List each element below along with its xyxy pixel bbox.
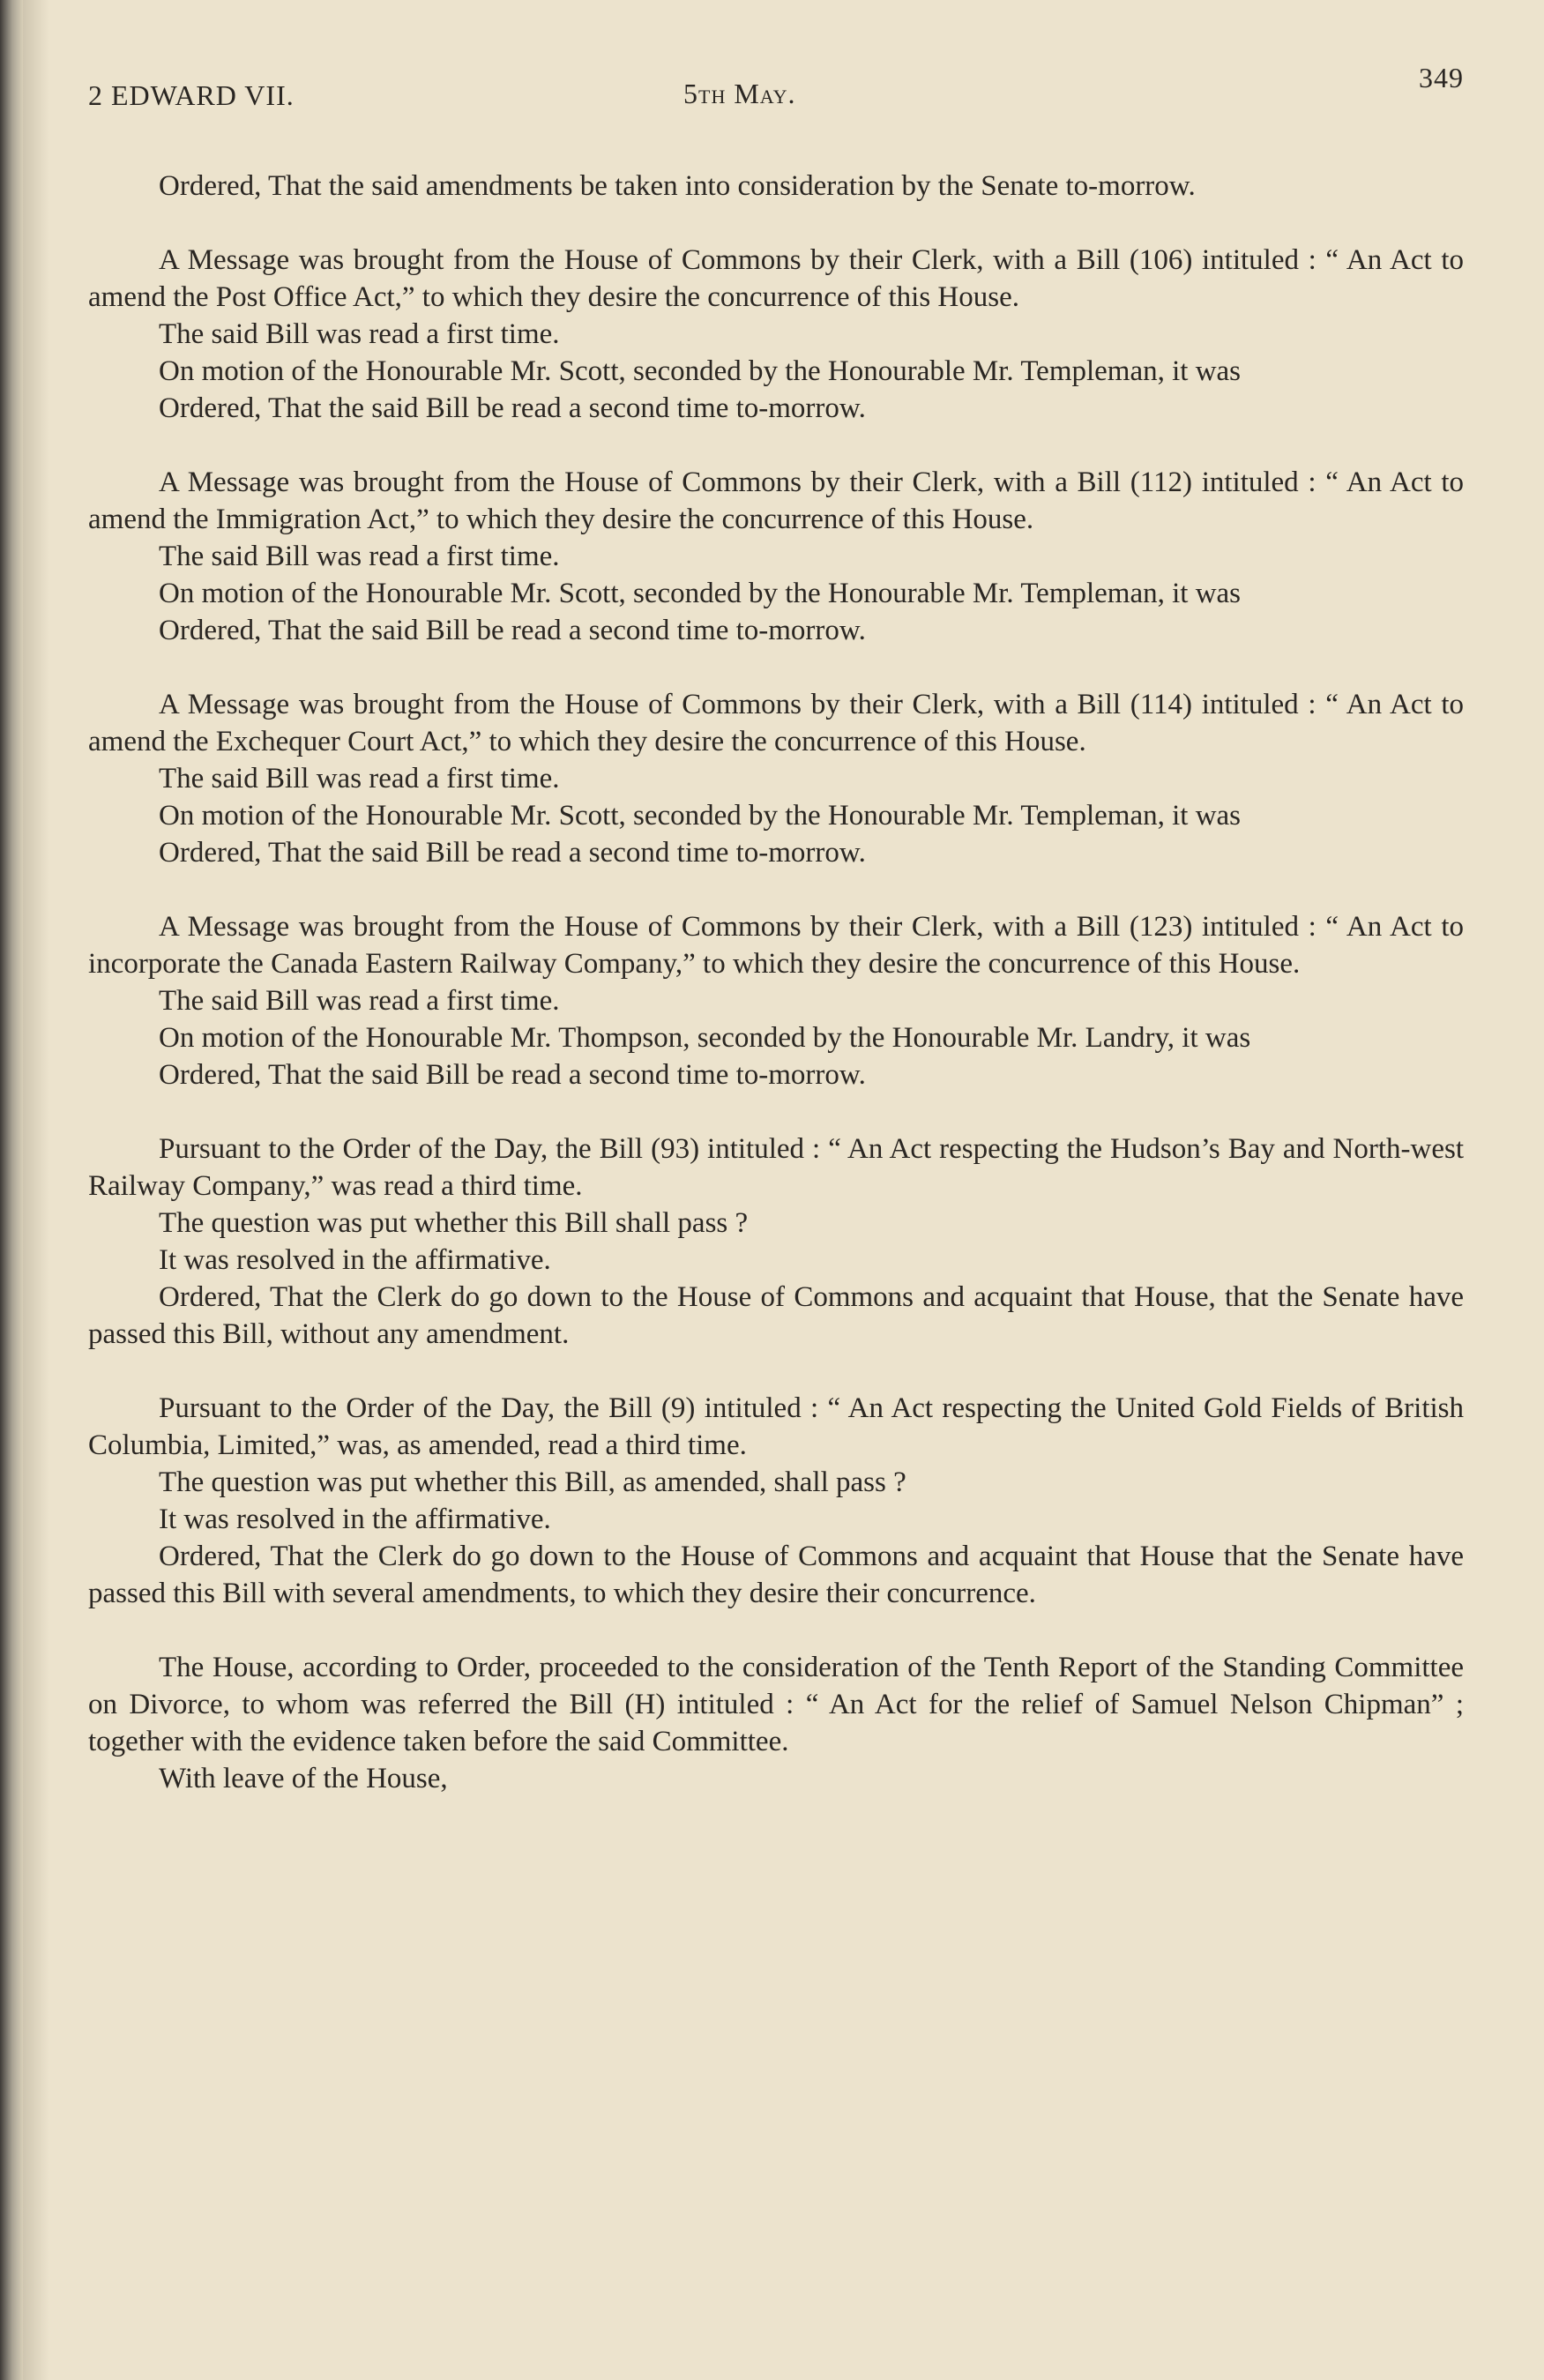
- entry-paragraph: With leave of the House,: [159, 1763, 448, 1794]
- journal-entry: [88, 242, 1464, 427]
- journal-entry: [88, 1130, 1464, 1353]
- entry-paragraph: On motion of the Honourable Mr. Scott, seconded by the Honourable Mr. Templeman, it was: [159, 578, 1242, 609]
- journal-entry: [88, 908, 1464, 1093]
- book-spine-edge: [0, 0, 23, 2380]
- entry-paragraph: The said Bill was read a first time.: [159, 763, 560, 795]
- entry-paragraph: On motion of the Honourable Mr. Scott, seconded by the Honourable Mr. Templeman, it was: [159, 355, 1242, 387]
- entry-paragraph: A Message was brought from the House of Commons by their Clerk, with a Bill (114) intituled : “ An Act to amend the Exchequer Court Act,” to which they desire the concurrence of this House.: [88, 689, 1464, 757]
- entry-paragraph: The said Bill was read a first time.: [159, 318, 560, 350]
- spine-shadow: [23, 0, 49, 2380]
- entry-paragraph: Ordered, That the said Bill be read a second time to-morrow.: [159, 615, 866, 646]
- entry-paragraph: Ordered, That the said Bill be read a second time to-morrow.: [159, 837, 866, 869]
- entry-paragraph: Ordered, That the said Bill be read a second time to-morrow.: [159, 392, 866, 424]
- journal-body: [88, 168, 1464, 1797]
- running-header: [88, 62, 1464, 115]
- journal-page: [88, 62, 1464, 1834]
- entry-paragraph: Ordered, That the Clerk do go down to the House of Commons and acquaint that House, that the Senate have passed this Bill, without any amendment.: [88, 1281, 1464, 1350]
- entry-paragraph: Ordered, That the Clerk do go down to the House of Commons and acquaint that House that the Senate have passed this Bill with several amendments, to which they desire their concurrence.: [88, 1541, 1464, 1609]
- page-number: 349: [1419, 62, 1464, 93]
- entry-paragraph: Pursuant to the Order of the Day, the Bill (9) intituled : “ An Act respecting the United Gold Fields of British Columbia, Limited,” was, as amended, read a third time.: [88, 1392, 1464, 1461]
- journal-entry: [88, 1390, 1464, 1612]
- entry-paragraph: Pursuant to the Order of the Day, the Bill (93) intituled : “ An Act respecting the Hudson’s Bay and North-west Railway Company,” was read a third time.: [88, 1133, 1464, 1202]
- entry-paragraph: It was resolved in the affirmative.: [159, 1244, 551, 1276]
- journal-entry: [88, 168, 1464, 205]
- entry-paragraph: The House, according to Order, proceeded to the consideration of the Tenth Report of the Standing Committee on Divorce, to whom was referred the Bill (H) intituled : “ An Act for the relief of Samuel Nelson Chipman” ; together with the evidence taken before the said Committee.: [88, 1652, 1464, 1757]
- journal-entry: [88, 464, 1464, 649]
- entry-paragraph: On motion of the Honourable Mr. Thompson, seconded by the Honourable Mr. Landry, it was: [159, 1022, 1251, 1054]
- journal-entry: [88, 1649, 1464, 1797]
- entry-paragraph: It was resolved in the affirmative.: [159, 1503, 551, 1535]
- entry-paragraph: Ordered, That the said Bill be read a second time to-morrow.: [159, 1059, 866, 1091]
- header-date: 5th May.: [683, 78, 796, 109]
- entry-paragraph: The said Bill was read a first time.: [159, 985, 560, 1017]
- entry-paragraph: Ordered, That the said amendments be taken into consideration by the Senate to-morrow.: [159, 170, 1196, 202]
- entry-paragraph: On motion of the Honourable Mr. Scott, seconded by the Honourable Mr. Templeman, it was: [159, 800, 1242, 832]
- entry-paragraph: The said Bill was read a first time.: [159, 541, 560, 572]
- entry-paragraph: The question was put whether this Bill, as amended, shall pass ?: [159, 1466, 906, 1498]
- header-regnal-year: 2 EDWARD VII.: [88, 79, 295, 111]
- entry-paragraph: A Message was brought from the House of Commons by their Clerk, with a Bill (112) intituled : “ An Act to amend the Immigration Act,” to which they desire the concurrence of this House.: [88, 466, 1464, 535]
- entry-paragraph: A Message was brought from the House of Commons by their Clerk, with a Bill (106) intituled : “ An Act to amend the Post Office Act,” to which they desire the concurrence of this House.: [88, 244, 1464, 313]
- entry-paragraph: A Message was brought from the House of Commons by their Clerk, with a Bill (123) intituled : “ An Act to incorporate the Canada Eastern Railway Company,” to which they desire the concurrence of this House.: [88, 911, 1464, 980]
- entry-paragraph: The question was put whether this Bill shall pass ?: [159, 1207, 749, 1239]
- journal-entry: [88, 686, 1464, 871]
